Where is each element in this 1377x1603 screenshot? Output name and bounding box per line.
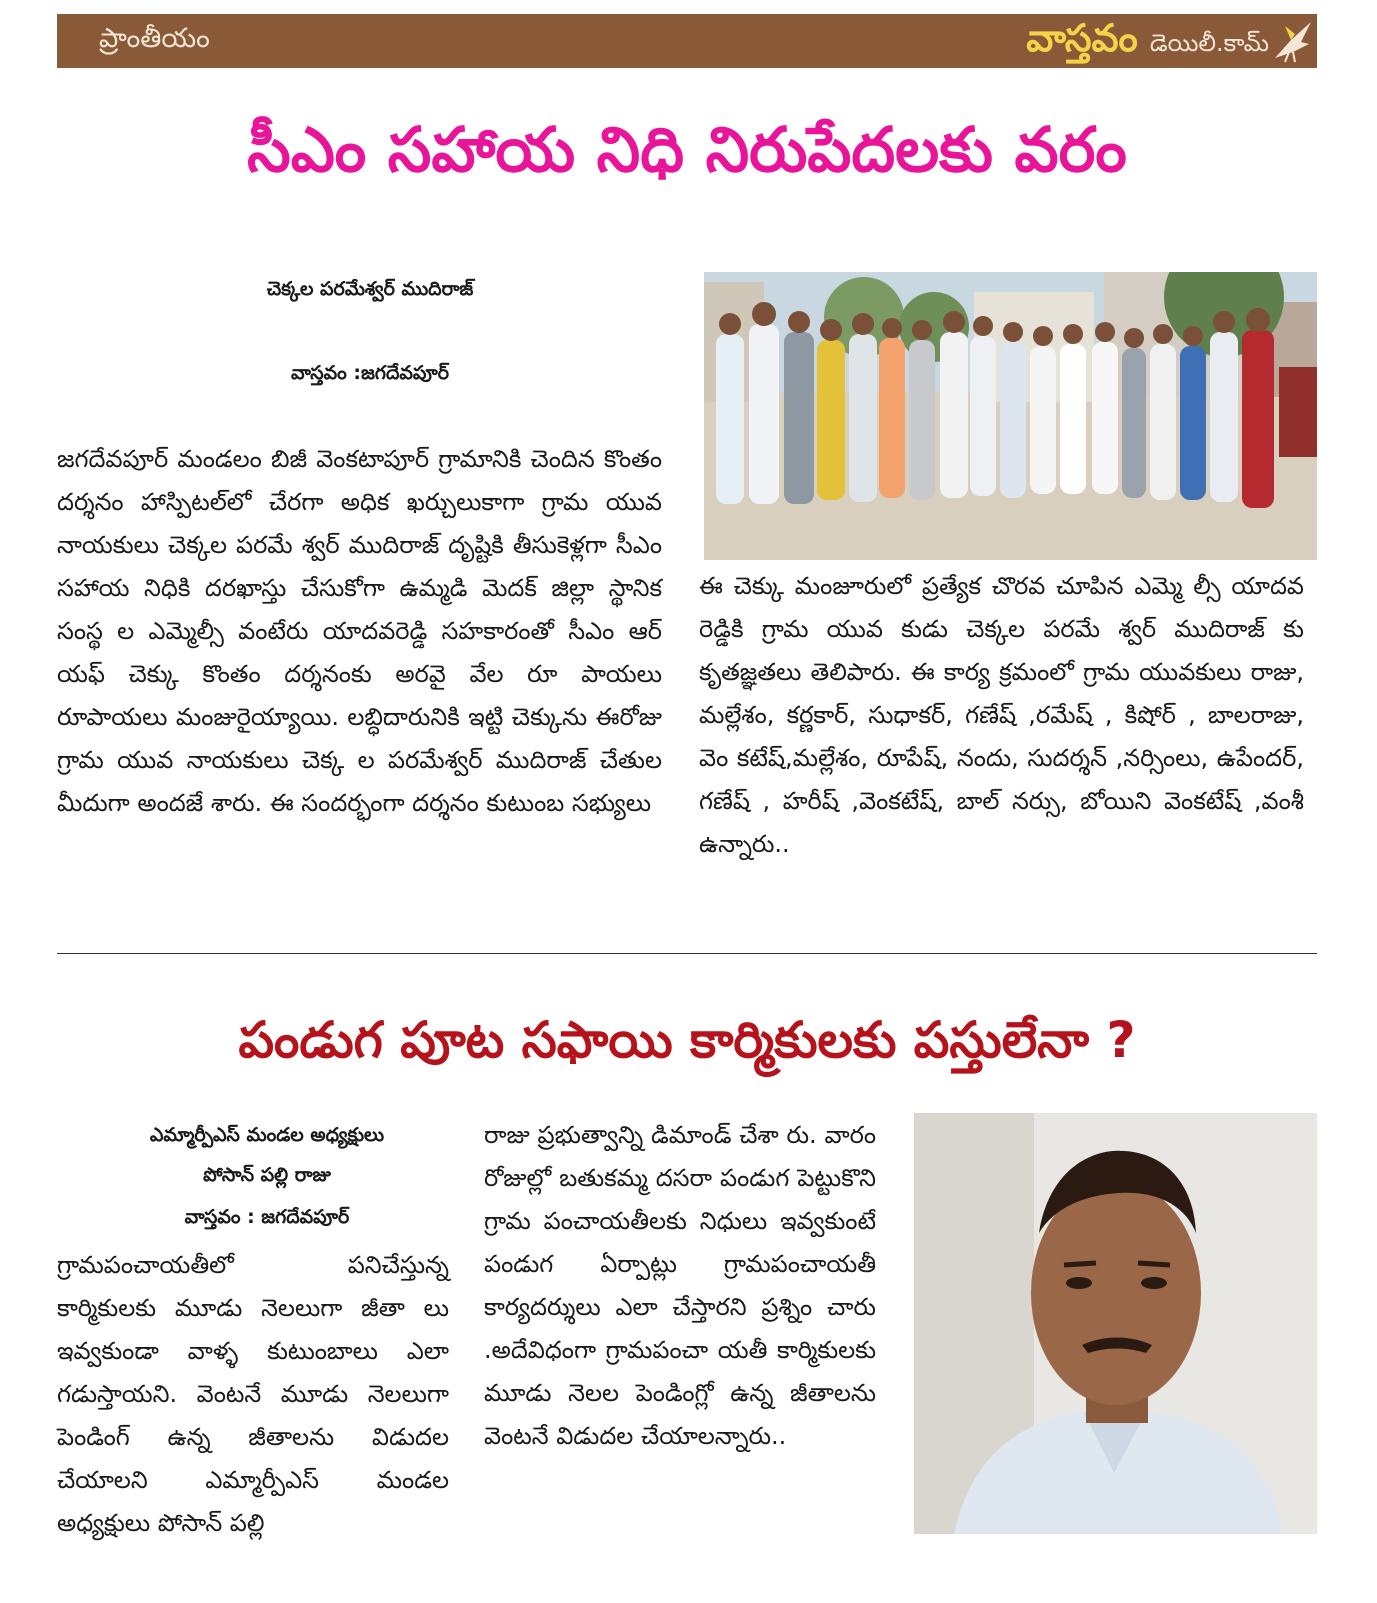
- article1-body-right: ఈ చెక్కు మంజూరులో ప్రత్యేక చొరవ చూపిన ఎమ్మె ల్సీ యాదవ రెడ్డికి గ్రామ యువ కుడు చెక్కల పరమే శ్వర్ ముదిరాజ్ కు కృతజ్ఞతలు తెలిపారు. ఈ కార్య క్రమంలో గ్రామ యువకులు రాజు, మల్లేశం, కర్ణకార్, సుధాకర్, గణేష్ ,రమేష్ , కిషోర్ , బాలరాజు, వెం కటేష్,మల్లేశం, రూపేష్, నందు, సుదర్శన్ ,నర్సింలు, ఉపేందర్, గణేష్ , హరీష్ ,వెంకటేష్, బాల్ నర్సు, బోయిని వెంకటేష్ ,వంశీ ఉన్నారు..: [699, 572, 1304, 858]
- article2-portrait-photo: [914, 1113, 1317, 1534]
- section-name: ప్రాంతీయం: [99, 23, 210, 54]
- brand-name: వాస్తవం: [1026, 16, 1138, 60]
- brand: [1026, 16, 1269, 70]
- article1-group-photo: [704, 272, 1317, 560]
- brand-site: డెయిలీ.కామ్: [1149, 29, 1269, 57]
- masthead-bar: [57, 14, 1317, 68]
- article2-byline-name: పోసాన్ పల్లి రాజు: [203, 1164, 331, 1186]
- article2-body-col2: రాజు ప్రభుత్వాన్ని డిమాండ్ చేశా రు. వారం రోజుల్లో బతుకమ్మ దసరా పండుగ పెట్టుకొని గ్రామ పంచాయతీలకు నిధులు ఇవ్వకుంటే పండుగ ఏర్పాట్లు గ్రామపంచాయతీ కార్యదర్శులు ఎలా చేస్తారని ప్రశ్నిం చారు .అదేవిధంగా గ్రామపంచా యతీ కార్మికులకు మూడు నెలల పెండింగ్లో ఉన్న జీతాలను వెంటనే విడుదల చేయాలన్నారు..: [484, 1121, 876, 1450]
- article1-body-left: జగదేవపూర్ మండలం బిజీ వెంకటాపూర్ గ్రామానికి చెందిన కొంతం దర్శనం హాస్పిటల్‌లో చేరగా అధిక ఖర్చులుకాగా గ్రామ యువ నాయకులు చెక్కల పరమే శ్వర్ ముదిరాజ్ దృష్టికి తీసుకెళ్లగా సీఎం సహాయ నిధికి దరఖాస్తు చేసుకోగా ఉమ్మడి మెదక్ జిల్లా స్థానిక సంస్థ ల ఎమ్మెల్సీ వంటేరు యాదవరెడ్డి సహకారంతో సీఎం ఆర్ యఫ్ చెక్కు కొంతం దర్శనంకు అరవై వేల రూ పాయలు రూపాయలు మంజురైయ్యాయి. లబ్ధిదారునికి ఇట్టి చెక్కును ఈరోజు గ్రామ యువ నాయకులు చెక్క ల పరమేశ్వర్ ముదిరాజ్ చేతుల మీదుగా అందజే శారు. ఈ సందర్భంగా దర్శనం కుటుంబ సభ్యులు: [57, 445, 662, 817]
- article2-body-col1: గ్రామపంచాయతీలో పనిచేస్తున్న కార్మికులకు మూడు నెలలుగా జీతా లు ఇవ్వకుండా వాళ్ళ కుటుంబాలు ఎలా గడుస్తాయని. వెంటనే మూడు నెలలుగా పెండింగ్ ఉన్న జీతాలను విడుదల చేయాలని ఎమ్మార్పీఎస్ మండల అధ్యక్షులు పోసాన్ పల్లి: [57, 1251, 449, 1537]
- article2-byline-title: ఎమ్మార్పీఎస్ మండల అధ్యక్షులు: [149, 1124, 385, 1146]
- article2-dateline: వాస్తవం : జగదేవపూర్: [184, 1206, 350, 1228]
- article1-author: చెక్కల పరమేశ్వర్ ముదిరాజ్: [266, 278, 474, 300]
- section-divider: [57, 953, 1317, 954]
- bird-logo-icon: [1271, 18, 1315, 64]
- article1-dateline: వాస్తవం :జగదేవపూర్: [290, 362, 450, 384]
- article2-headline: పండుగ పూట సఫాయి కార్మికులకు పస్తులేనా ?: [238, 1011, 1136, 1069]
- article1-headline: సీఎం సహాయ నిధి నిరుపేదలకు వరం: [247, 113, 1127, 186]
